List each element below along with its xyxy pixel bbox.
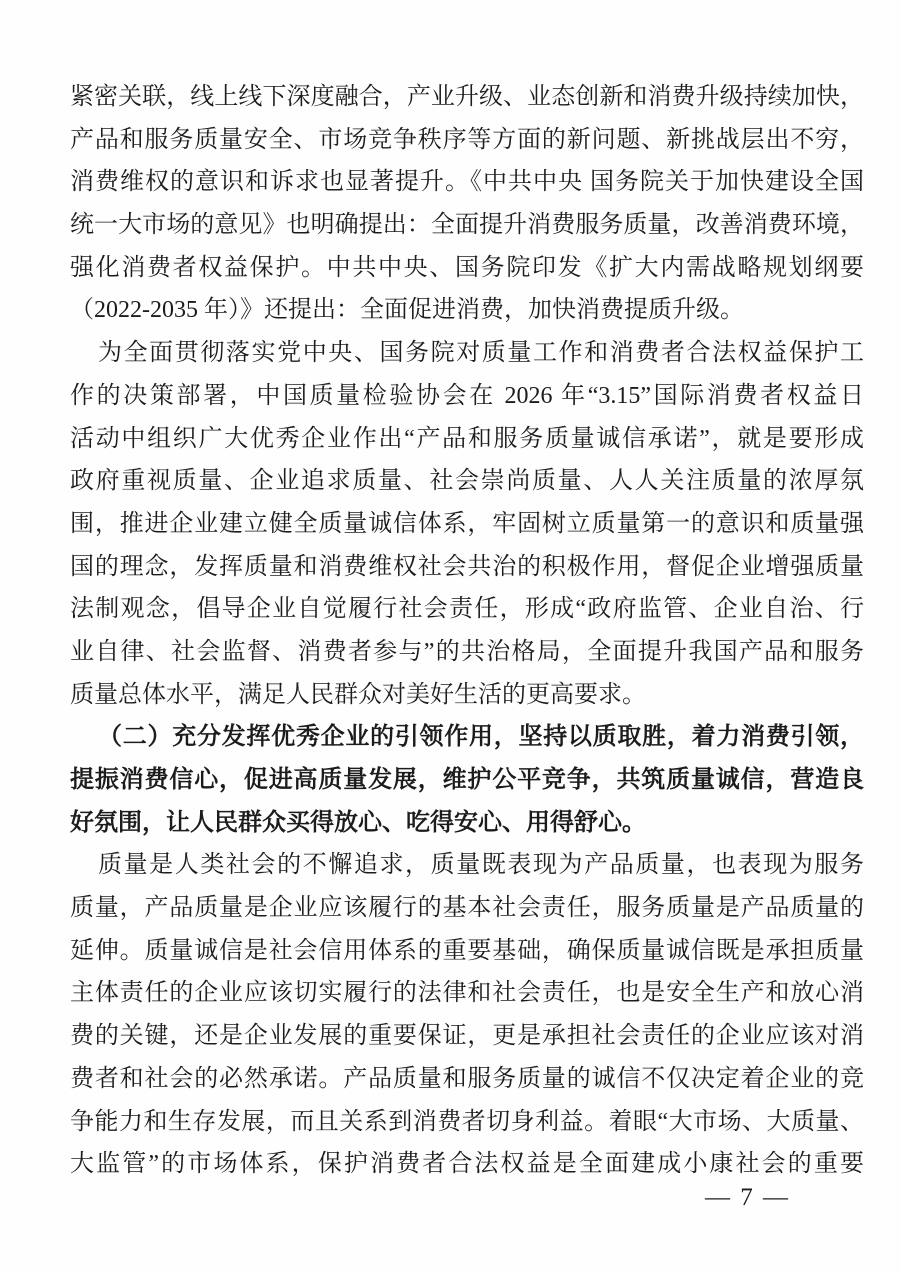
text-line: 提振消费信心，促进高质量发展，维护公平竞争，共筑质量诚信，营造良 <box>70 767 864 793</box>
text-line: 好氛围，让人民群众买得放心、吃得安心、用得舒心。 <box>70 809 646 836</box>
paragraph <box>70 844 864 1186</box>
text-line: 质量总体水平，满足人民群众对美好生活的更高要求。 <box>70 681 646 708</box>
text-line: 统一大市场的意见》也明确提出：全面提升消费服务质量，改善消费环境， <box>70 212 864 239</box>
text-line: 作的决策部署，中国质量检验协会在 2026 年“3.15”国际消费者权益日 <box>70 382 864 409</box>
document-text-block <box>70 76 864 1186</box>
text-line: 强化消费者权益保护。中共中央、国务院印发《扩大内需战略规划纲要 <box>70 254 864 281</box>
text-line: （2022-2035 年）》还提出：全面促进消费，加快消费提质升级。 <box>70 297 744 324</box>
text-line: 质量是人类社会的不懈追求，质量既表现为产品质量，也表现为服务 <box>98 852 864 879</box>
text-line: 政府重视质量、企业追求质量、社会崇尚质量、人人关注质量的浓厚氛 <box>70 468 864 495</box>
text-line: 紧密关联，线上线下深度融合，产业升级、业态创新和消费升级持续加快， <box>70 84 864 110</box>
text-line: 法制观念，倡导企业自觉履行社会责任，形成“政府监管、企业自治、行 <box>70 596 864 623</box>
text-line: 国的理念，发挥质量和消费维权社会共治的积极作用，督促企业增强质量 <box>70 553 864 580</box>
page-number: — 7 — <box>705 1184 790 1211</box>
text-line: （二）充分发挥优秀企业的引领作用，坚持以质取胜，着力消费引领， <box>98 724 864 751</box>
text-line: 费的关键，还是企业发展的重要保证，更是承担社会责任的企业应该对消 <box>70 1023 864 1050</box>
text-line: 质量，产品质量是企业应该履行的基本社会责任，服务质量是产品质量的 <box>70 895 864 922</box>
text-line: 大监管”的市场体系，保护消费者合法权益是全面建成小康社会的重要 <box>70 1151 864 1178</box>
text-line: 为全面贯彻落实党中央、国务院对质量工作和消费者合法权益保护工 <box>98 340 864 367</box>
text-line: 活动中组织广大优秀企业作出“产品和服务质量诚信承诺”，就是要形成 <box>70 425 864 452</box>
text-line: 争能力和生存发展，而且关系到消费者切身利益。着眼“大市场、大质量、 <box>70 1108 864 1135</box>
text-line: 主体责任的企业应该切实履行的法律和社会责任，也是安全生产和放心消 <box>70 980 864 1007</box>
paragraph <box>70 332 864 716</box>
paragraph <box>70 76 864 332</box>
paragraph-bold-heading <box>70 716 864 844</box>
text-line: 业自律、社会监督、消费者参与”的共治格局，全面提升我国产品和服务 <box>70 638 864 665</box>
text-line: 延伸。质量诚信是社会信用体系的重要基础，确保质量诚信既是承担质量 <box>70 937 864 964</box>
text-line: 消费维权的意识和诉求也显著提升。《中共中央 国务院关于加快建设全国 <box>70 169 864 196</box>
text-line: 费者和社会的必然承诺。产品质量和服务质量的诚信不仅决定着企业的竞 <box>70 1065 864 1092</box>
text-line: 产品和服务质量安全、市场竞争秩序等方面的新问题、新挑战层出不穷， <box>70 126 864 153</box>
text-line: 围，推进企业建立健全质量诚信体系，牢固树立质量第一的意识和质量强 <box>70 510 864 537</box>
